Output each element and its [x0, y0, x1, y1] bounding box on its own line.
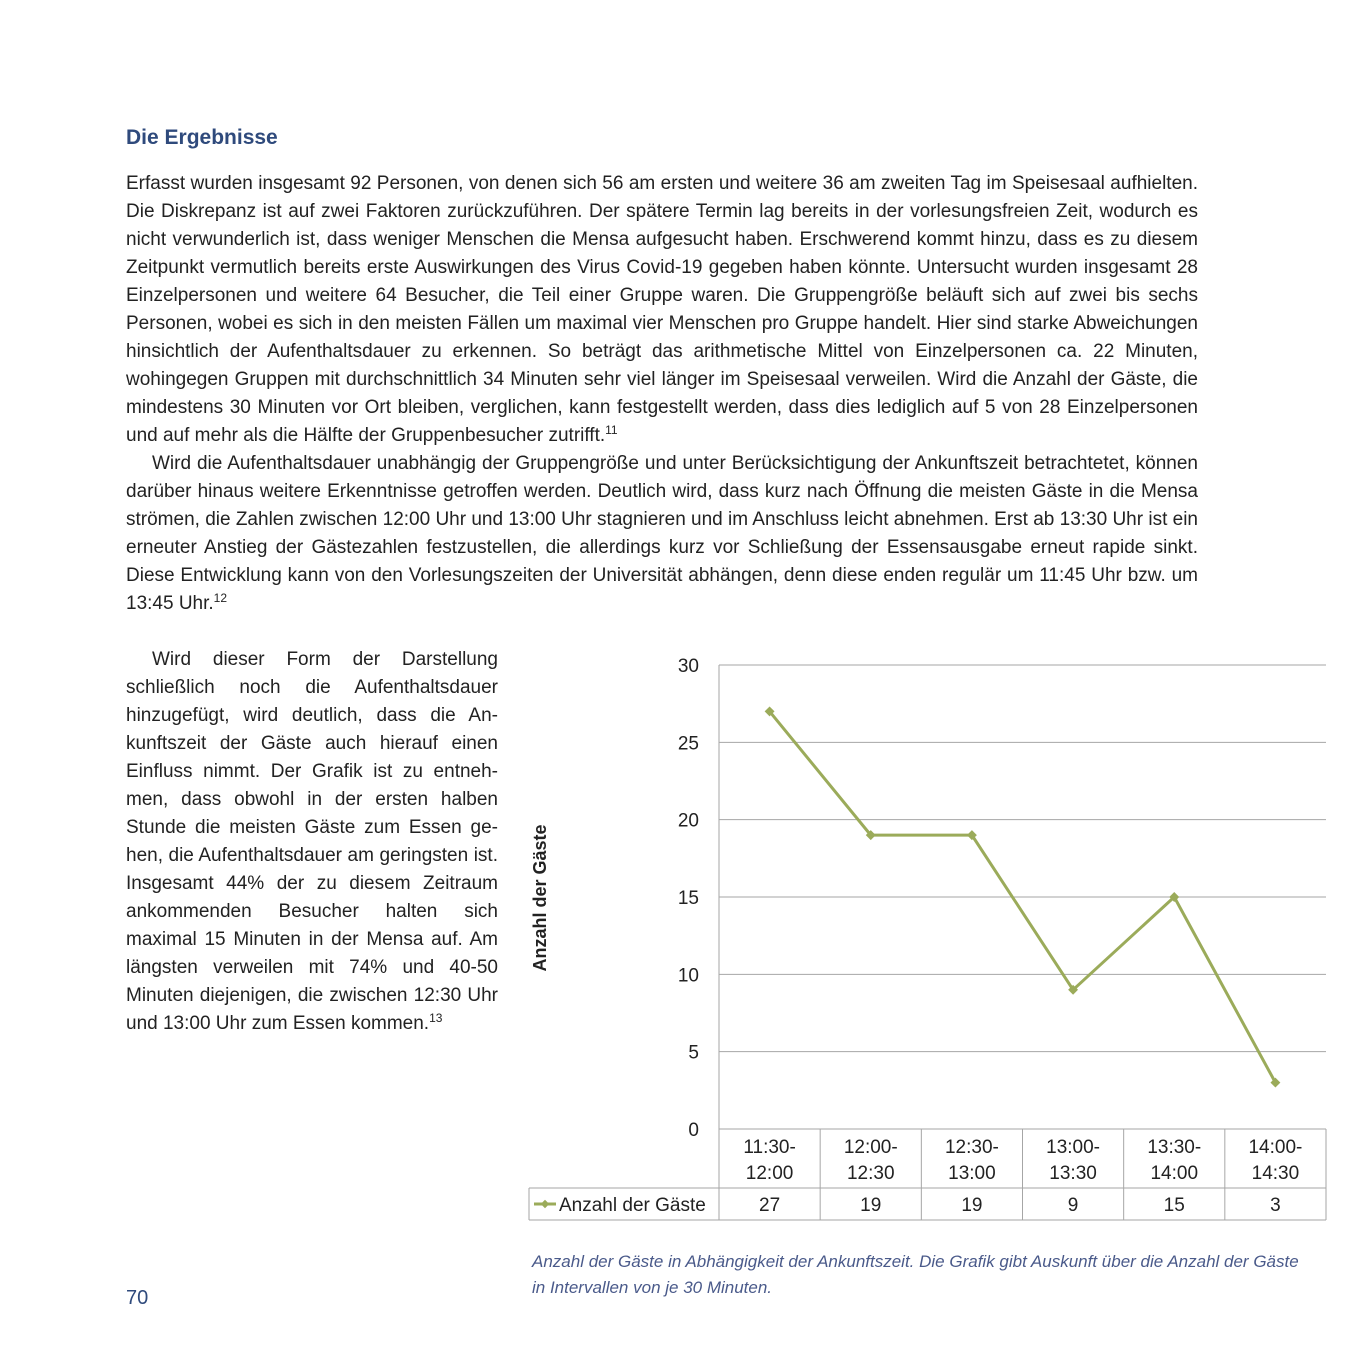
x-tick-label: 13:00-: [1046, 1137, 1101, 1158]
y-axis-label: Anzahl der Gäste: [530, 824, 550, 972]
paragraph-3-text: Wird dieser Form der Darstellung schließlich noch die Aufenthaltsdauer hinzugefügt, wird deutlich, dass die Ankunftszeit der Gäste auch hierauf einen Einfluss nimmt. Der Grafik ist zu entnehmen, dass obwohl in der ersten halben Stunde die meisten Gäste zum Essen gehen, die Aufenthaltsdauer am geringsten ist. Insgesamt 44% der zu diesem Zeitraum ankommenden Besucher halten sich maximal 15 Minuten in der Mensa auf. Am längsten verweilen mit 74% und 40-50 Minuten diejenigen, die zwischen 12:30 Uhr und 13:00 Uhr zum Essen kommen.: [126, 649, 498, 1034]
footnote-marker-12: 12: [213, 591, 228, 605]
data-table-value: 19: [860, 1195, 882, 1216]
data-table-value: 15: [1163, 1195, 1185, 1216]
chart-grid: [719, 665, 1326, 1129]
figure-caption: Anzahl der Gäste in Abhängigkeit der Ankunftszeit. Die Grafik gibt Auskunft über die Anzahl der Gäste in Intervallen von je 30 Minuten.: [532, 1252, 1299, 1297]
data-table-value: 9: [1067, 1195, 1079, 1216]
x-tick-label: 12:00: [745, 1163, 794, 1184]
x-tick-label: 11:30-: [743, 1137, 796, 1158]
line-chart: [526, 650, 1336, 1230]
y-tick-label: 30: [677, 656, 699, 677]
section-heading: Die Ergebnisse: [126, 126, 278, 149]
y-tick-label: 15: [677, 888, 699, 909]
y-tick-label: 5: [688, 1042, 699, 1064]
y-tick-label: 20: [677, 810, 699, 832]
paragraph-3: [126, 646, 498, 1038]
footnote-marker-11: 11: [605, 423, 618, 437]
data-table-value: 3: [1270, 1195, 1281, 1216]
x-tick-label: 14:00: [1150, 1163, 1199, 1184]
x-tick-label: 13:30-: [1147, 1137, 1202, 1158]
paragraph-2-text: Wird die Aufenthaltsdauer unabhängig der Gruppengröße und unter Berücksichtigung der Ankunftszeit betrachtetet, können darüber hinaus weitere Erkenntnisse getroffen werden. Deutlich wird, dass kurz nach Öffnung die meisten Gäste in die Mensa strömen, die Zahlen zwischen 12:00 Uhr und 13:00 Uhr stagnieren und im Anschluss leicht abnehmen. Erst ab 13:30 Uhr ist ein erneuter Anstieg der Gästezahlen festzustellen, die allerdings kurz vor Schließung der Essensausgabe erneut rapide sinkt. Diese Entwicklung kann von den Vorlesungszeiten der Universität abhängen, denn diese enden regulär um 11:45 Uhr bzw. um 13:45 Uhr.: [126, 453, 1198, 614]
legend-series-name: Anzahl der Gäste: [559, 1195, 706, 1216]
footnote-marker-13: 13: [429, 1011, 443, 1025]
y-tick-label: 25: [677, 733, 699, 755]
x-tick-label: 13:00: [948, 1163, 996, 1184]
x-tick-label: 12:30: [846, 1163, 895, 1184]
legend-marker-key: [541, 1200, 549, 1208]
y-axis-ticks: [678, 656, 699, 1141]
y-tick-label: 0: [688, 1120, 699, 1141]
x-tick-label: 13:30: [1049, 1163, 1097, 1184]
paragraph-1-text: Erfasst wurden insgesamt 92 Personen, von denen sich 56 am ersten und weitere 36 am zweiten Tag im Speisesaal aufhielten. Die Diskrepanz ist auf zwei Faktoren zurückzuführen. Der spätere Termin lag bereits in der vorlesungsfreien Zeit, wodurch es nicht verwunderlich ist, dass weniger Menschen die Mensa aufgesucht haben. Erschwerend kommt hinzu, dass es zu diesem Zeitpunkt vermutlich bereits erste Auswirkungen des Virus Covid-19 gegeben haben könnte. Untersucht wurden insgesamt 28 Einzelpersonen und weitere 64 Besucher, die Teil einer Gruppe waren. Die Gruppengröße beläuft sich auf zwei bis sechs Personen, wobei es sich in den meisten Fällen um maximal vier Menschen pro Gruppe handelt. Hier sind starke Abweichungen hinsichtlich der Aufenthaltsdauer zu erkennen. So beträgt das arithmetische Mittel von Einzelpersonen ca. 22 Minuten, wohingegen Gruppen mit durchschnittlich 34 Minuten sehr viel länger im Speisesaal verweilen. Wird die Anzahl der Gäste, die mindestens 30 Minuten vor Ort bleiben, verglichen, kann festgestellt werden, dass dies lediglich auf 5 von 28 Einzelpersonen und auf mehr als die Hälfte der Gruppenbesucher zutrifft.: [126, 173, 1198, 446]
data-table-value: 19: [961, 1195, 983, 1216]
body-text: [126, 170, 1198, 618]
paragraph-1: [126, 170, 1198, 450]
x-tick-label: 12:00-: [843, 1137, 898, 1158]
x-tick-label: 14:30: [1251, 1163, 1300, 1184]
data-table-value: 27: [759, 1195, 781, 1216]
data-table: [529, 1129, 1326, 1220]
paragraph-2: [126, 450, 1198, 618]
x-tick-label: 14:00-: [1248, 1137, 1303, 1158]
page-number: 70: [126, 1287, 149, 1309]
x-tick-label: 12:30-: [944, 1137, 999, 1158]
y-tick-label: 10: [677, 965, 699, 987]
